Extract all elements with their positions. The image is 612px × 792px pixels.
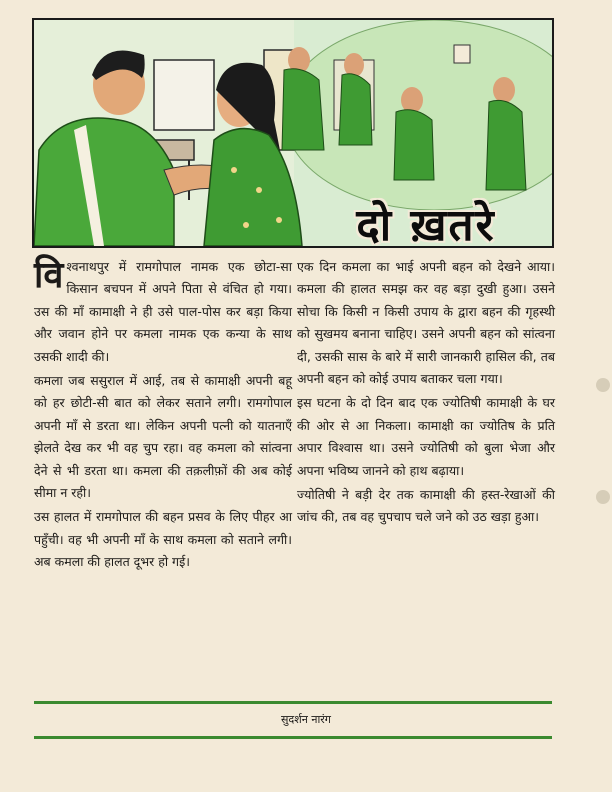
divider-top bbox=[34, 701, 552, 704]
author-name: सुदर्शन नारंग bbox=[280, 713, 331, 726]
divider-bottom bbox=[34, 736, 552, 739]
left-column bbox=[34, 256, 292, 576]
paragraph-5: इस घटना के दो दिन बाद एक ज्योतिषी कामाक्षी के घर की ओर से आ निकला। कामाक्षी का ज्योतिष के प्रति अपार विश्वास था। उसने ज्योतिषी को बुला भेजा और अपना भविष्य जानने को हाथ बढ़ाया। bbox=[297, 395, 555, 478]
paragraph-1-text: श्वनाथपुर में रामगोपाल नामक एक छोटा-सा किसान बचपन में अपने पिता से वंचित हो गया। उस की माँ कामाक्षी ने ही उसे पाल-पोस कर बड़ा किया और जवान होने पर कमला नामक एक कन्या के साथ उसकी शादी की। bbox=[34, 259, 292, 364]
paragraph-1 bbox=[34, 256, 292, 368]
paragraph-4: एक दिन कमला का भाई अपनी बहन को देखने आया। कमला की हालत समझ कर वह बड़ा दुखी हुआ। उसने सोचा कि किसी न किसी उपाय के द्वारा बहन की गृहस्थी को सुखमय बनाना चाहिए। उसने अपनी बहन को सांत्वना दी, उसकी सास के बारे में सारी जानकारी हासिल की, तब अपनी बहन को कोई उपाय बताकर चला गया। bbox=[297, 259, 555, 387]
binding-hole bbox=[596, 490, 610, 504]
paragraph-6: ज्योतिषी ने बड़ी देर तक कामाक्षी की हस्त-रेखाओं की जांच की, तब वह चुपचाप चले जने को उठ खड़ा हुआ। bbox=[297, 487, 555, 525]
paragraph-2: कमला जब ससुराल में आई, तब से कामाक्षी अपनी बहू को हर छोटी-सी बात को लेकर सताने लगी। रामगोपाल अपनी माँ से डरता था। लेकिन अपनी पत्नी को यातनाएँ झेलते देख कर भी वह चुप रहा। वह कमला को सांत्वना देने से भी डरता था। कमला की तक़लीफ़ों की अब कोई सीमा न रही। bbox=[34, 373, 292, 501]
paragraph-3: उस हालत में रामगोपाल की बहन प्रसव के लिए पीहर आ पहुँची। वह भी अपनी माँ के साथ कमला को सताने लगी। अब कमला की हालत दूभर हो गई। bbox=[34, 509, 292, 570]
right-column bbox=[297, 256, 555, 531]
dropcap: वि bbox=[34, 255, 64, 296]
binding-hole bbox=[596, 378, 610, 392]
story-title: दो ख़तरे bbox=[356, 200, 496, 251]
